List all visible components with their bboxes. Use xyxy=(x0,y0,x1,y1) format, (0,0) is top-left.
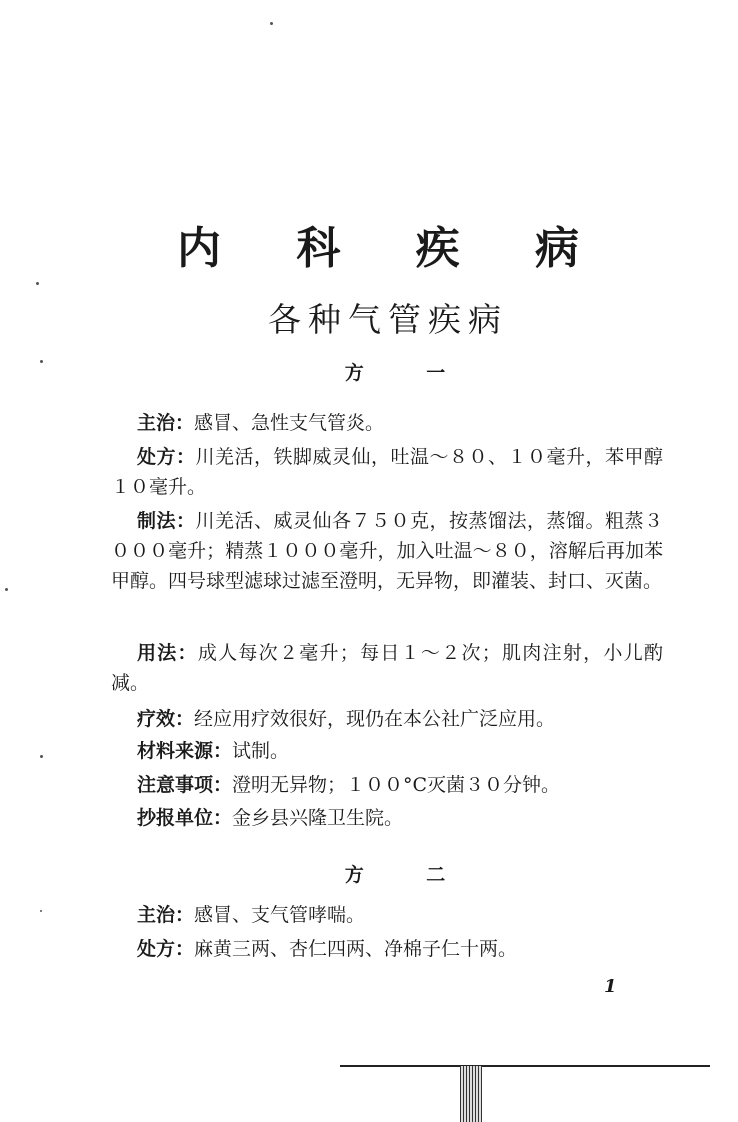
recipe-heading: 方 二 xyxy=(344,864,474,886)
entry-material-source xyxy=(111,736,663,766)
entry-text: 金乡县兴隆卫生院。 xyxy=(232,807,404,829)
entry-reporting-unit xyxy=(111,803,663,833)
entry-text: 麻黄三两、杏仁四两、净棉子仁十两。 xyxy=(194,938,518,960)
chapter-title: 内 科 疾 病 xyxy=(177,223,609,274)
scan-speck xyxy=(40,755,43,758)
entry-efficacy xyxy=(111,704,663,734)
entry-text: 感冒、支气管哮喘。 xyxy=(194,904,366,926)
scan-speck xyxy=(270,22,273,25)
entry-indication xyxy=(111,408,663,438)
entry-label: 用法： xyxy=(137,642,198,664)
entry-prescription xyxy=(111,442,663,502)
entry-text: 川羌活、威灵仙各７５０克，按蒸馏法，蒸馏。粗蒸３０００毫升；精蒸１０００毫升，加入吐温～８０，溶解后再加苯甲醇。四号球型滤球过滤至澄明，无异物，即灌装、封口、灭菌。 xyxy=(111,510,663,592)
recipe-heading: 方 一 xyxy=(344,362,474,384)
entry-label: 抄报单位： xyxy=(137,807,233,829)
entry-label: 制法： xyxy=(137,510,196,532)
entry-preparation xyxy=(111,506,663,596)
entry-text: 感冒、急性支气管炎。 xyxy=(194,412,385,434)
page-number: 1 xyxy=(604,976,617,997)
scan-speck xyxy=(5,588,8,591)
bottom-rule xyxy=(340,1065,710,1067)
entry-label: 主治： xyxy=(137,412,195,434)
entry-label: 主治： xyxy=(137,904,195,926)
entry-text: 澄明无异物；１００°C灭菌３０分钟。 xyxy=(232,774,561,796)
entry-label: 处方： xyxy=(137,938,195,960)
entry-precautions xyxy=(111,770,663,800)
entry-text: 经应用疗效很好，现仍在本公社广泛应用。 xyxy=(194,708,556,730)
entry-text: 试制。 xyxy=(232,740,290,762)
entry-label: 处方： xyxy=(137,446,196,468)
book-spine-edge xyxy=(460,1066,482,1122)
entry-text: 川羌活，铁脚威灵仙，吐温～８０、１０毫升，苯甲醇１０毫升。 xyxy=(111,446,663,498)
entry-text: 成人每次２毫升；每日１～２次；肌肉注射，小儿酌减。 xyxy=(111,642,663,694)
section-title: 各种气管疾病 xyxy=(268,300,508,339)
entry-indication xyxy=(111,900,663,930)
entry-label: 疗效： xyxy=(137,708,195,730)
entry-label: 材料来源： xyxy=(137,740,233,762)
scan-speck xyxy=(36,282,39,285)
entry-prescription xyxy=(111,934,663,964)
scan-speck xyxy=(40,910,42,912)
entry-label: 注意事项： xyxy=(137,774,233,796)
entry-usage xyxy=(111,638,663,698)
